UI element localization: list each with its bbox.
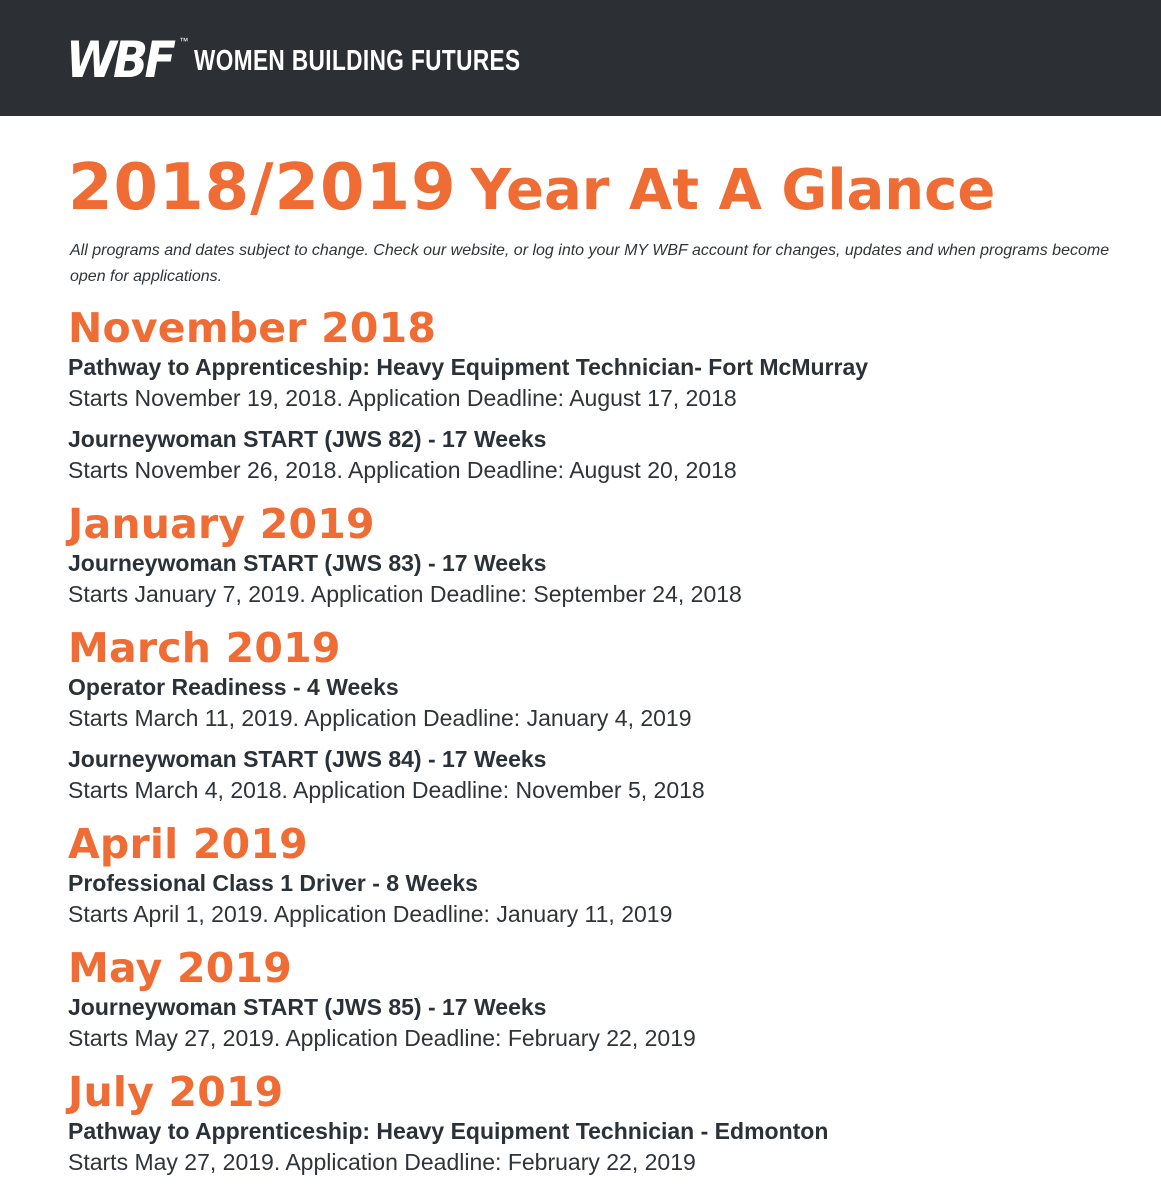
program-dates: Starts May 27, 2019. Application Deadline: February 22, 2019 [68, 1149, 696, 1175]
program-name: Pathway to Apprenticeship: Heavy Equipment Technician - Edmonton [68, 1118, 829, 1144]
program-name: Journeywoman START (JWS 83) - 17 Weeks [68, 550, 547, 576]
program-name: Professional Class 1 Driver - 8 Weeks [68, 870, 478, 896]
program-dates: Starts May 27, 2019. Application Deadline: February 22, 2019 [68, 1025, 696, 1051]
month-section-march-2019 [68, 624, 1128, 806]
month-section-april-2019 [68, 820, 1128, 930]
main-content [68, 116, 1128, 1188]
month-section-may-2019 [68, 944, 1128, 1054]
program-item [68, 672, 1128, 734]
month-heading: May 2019 [68, 944, 292, 992]
program-item [68, 424, 1128, 486]
disclaimer-note: All programs and dates subject to change. Check our website, or log into your MY WBF account for changes, updates and when programs become open for applications. [70, 242, 1110, 285]
program-dates: Starts November 26, 2018. Application Deadline: August 20, 2018 [68, 457, 737, 483]
page-title [68, 148, 1128, 228]
program-item [68, 548, 1128, 610]
logo-trademark: ™ [179, 36, 189, 46]
org-name: WOMEN BUILDING FUTURES [194, 45, 521, 77]
program-name: Journeywoman START (JWS 84) - 17 Weeks [68, 746, 547, 772]
program-item [68, 1116, 1128, 1178]
program-dates: Starts April 1, 2019. Application Deadline: January 11, 2019 [68, 901, 673, 927]
month-section-january-2019 [68, 500, 1128, 610]
program-item [68, 352, 1128, 414]
month-heading: July 2019 [68, 1068, 284, 1116]
program-name: Pathway to Apprenticeship: Heavy Equipment Technician- Fort McMurray [68, 354, 869, 380]
month-heading: January 2019 [68, 500, 375, 548]
month-heading: March 2019 [68, 624, 341, 672]
header-bar [0, 0, 1161, 116]
program-name: Operator Readiness - 4 Weeks [68, 674, 399, 700]
program-name: Journeywoman START (JWS 82) - 17 Weeks [68, 426, 547, 452]
wbf-logo [66, 30, 613, 89]
program-dates: Starts March 11, 2019. Application Deadline: January 4, 2019 [68, 705, 692, 731]
program-dates: Starts November 19, 2018. Application Deadline: August 17, 2018 [68, 385, 737, 411]
title-subtitle: Year At A Glance [470, 158, 996, 223]
month-heading: November 2018 [68, 304, 437, 352]
program-item [68, 992, 1128, 1054]
month-section-july-2019 [68, 1068, 1128, 1178]
title-years: 2018/2019 [68, 151, 457, 225]
program-dates: Starts January 7, 2019. Application Deadline: September 24, 2018 [68, 581, 742, 607]
program-item [68, 744, 1128, 806]
program-name: Journeywoman START (JWS 85) - 17 Weeks [68, 994, 547, 1020]
program-dates: Starts March 4, 2018. Application Deadline: November 5, 2018 [68, 777, 705, 803]
logo-mark: WBF [66, 31, 173, 89]
month-heading: April 2019 [68, 820, 308, 868]
month-section-november-2018 [68, 304, 1128, 486]
program-item [68, 868, 1128, 930]
